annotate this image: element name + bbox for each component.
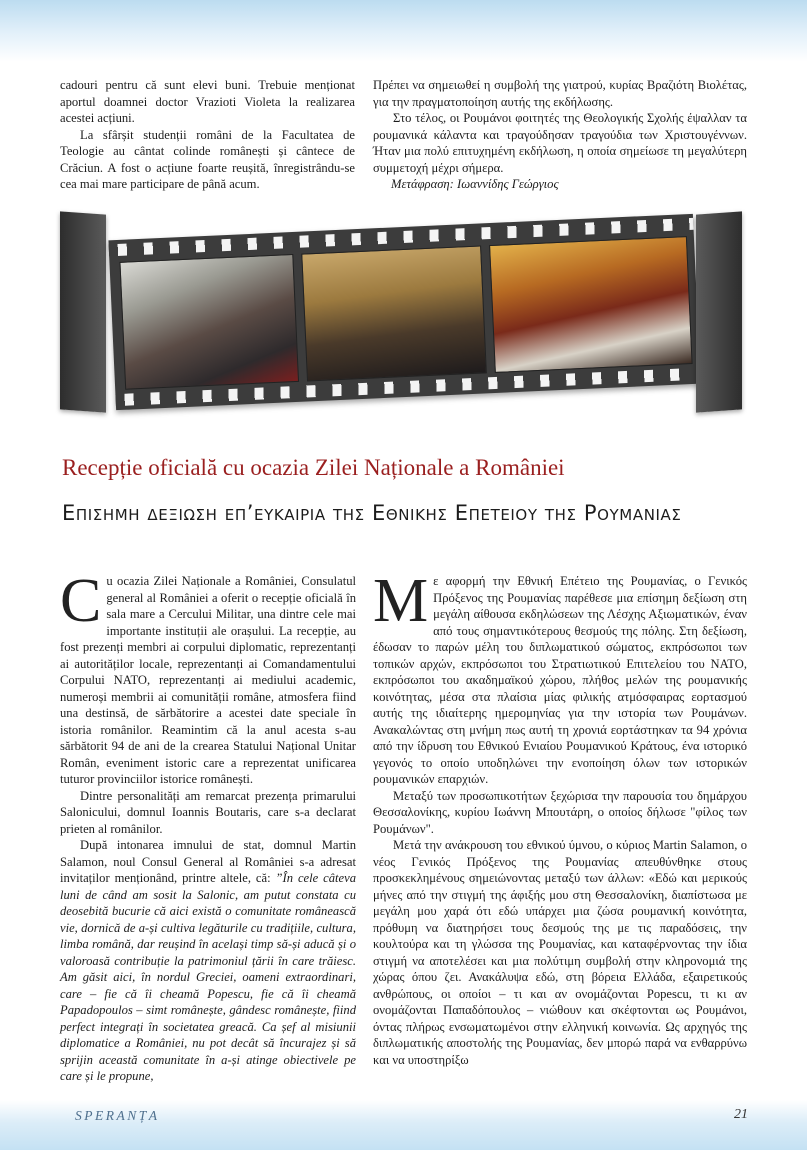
paragraph: Μεταξύ των προσωπικοτήτων ξεχώρισα την παρουσία του δημάρχου Θεσσαλονίκης, κυρίου Ιωάννη Μπουτάρη, ο οποίος δήλωσε "φίλος των Ρουμάνων".: [373, 788, 747, 836]
drop-cap: C: [60, 567, 102, 635]
paragraph-text: u ocazia Zilei Naționale a României, Consulatul general al României a oferit o recepție oficială în sala mare a Cercului Militar, una dintre cele mai importante instituții ale orașului. La recepție, au fost prezenți membri ai corpului diplomatic, reprezentanți ai autorităților locale, reprezentanți ai Comandamentului Corpului NATO, reprezentanți ai mediului academic, numeroși membrii ai comunității române, atmosfera fiind una destinsă, de sărbătorire a acestei date speciale în istoria românilor. Reamintim că la anul acesta s-au sărbătorit 94 de ani de la crearea Statului Național Unitar Român, eveniment istoric care a reprezentat unificarea tuturor provinciilor istorice românești.: [60, 574, 356, 786]
translator-credit: Μετάφραση: Ιωαννίδης Γεώργιος: [391, 177, 559, 191]
paragraph: [373, 567, 747, 788]
photo-church-carol-event: [301, 245, 487, 381]
film-strip: [108, 214, 700, 410]
photo-children-gift-event: [119, 254, 299, 390]
film-strip-right-curl: [696, 211, 742, 412]
drop-cap: Μ: [373, 567, 429, 635]
top-right-column: [373, 77, 747, 193]
paragraph: [60, 837, 356, 1085]
headline-greek: Επισημη δεξιωση επ’ευκαιρια της Εθνικης Επετειου της Ρουμανιας: [62, 501, 682, 525]
page-number: 21: [734, 1107, 748, 1122]
paragraph: La sfârșit studenții români de la Facultatea de Teologie au cântat colinde românești și cântece de Crăciun. A fost o acțiune foarte reușită, înregistrându-se cea mai mare participare de până acum.: [60, 127, 355, 191]
paragraph: Πρέπει να σημειωθεί η συμβολή της γιατρού, κυρίας Βραζιότη Βιολέτας, για την πραγματοποίηση αυτής της εκδήλωσης.: [373, 78, 747, 109]
paragraph: [60, 567, 356, 788]
paragraph: Μετά την ανάκρουση του εθνικού ύμνου, ο κύριος Martin Salamon, ο νέος Γενικός Πρόξενος της Ρουμανίας απευθύνθηκε στους προσκεκλημένους σημειώνοντας μεταξύ των άλλων: «Εδώ και μερικούς μήνες από την στιγμή της άφιξής μου στη Θεσσαλονίκη, διαπίστωσα με μεγάλη μου χαρά ότι εδώ υπάρχει μια ζώσα ρουμανική κοινότητα, πρόθυμη να διατηρήσει τους δεσμούς της με τις παραδόσεις, την κουλτούρα και τη γλώσσα της Ρουμανίας, και καταφέρνοντας την ίδια στιγμή να αποτελέσει και μια πολύτιμη συμβολή στην κληρονομιά της χώρας όπου ζει. Ανακάλυψα εδώ, στη βόρεια Ελλάδα, εξαιρετικούς ανθρώπους, οι οποίοι – τι και αν ονομάζονται Popescu, τι κι αν ονομάζονται Παπαδόπουλος – νιώθουν και σκέφτονται ως Ρουμάνοι, όντας πλήρως ενσωματωμένοι στην ελληνική κοινωνία. Ως αρχηγός της διπλωματικής αποστολής της Ρουμανίας, δεν μπορώ παρά να ενθαρρύνω και να υποστηρίξω: [373, 838, 747, 1067]
film-strip-left-curl: [60, 211, 106, 412]
headline-romanian: Recepție oficială cu ocazia Zilei Naționale a României: [62, 455, 565, 480]
film-strip-photo-collage: [60, 213, 742, 413]
article-greek-column: [373, 567, 747, 1068]
top-left-column: [60, 77, 355, 193]
magazine-name: SPERANȚA: [75, 1108, 160, 1123]
paragraph: Dintre personalități am remarcat prezența primarului Salonicului, domnul Ioannis Boutaris, care s-a declarat prieten al românilor.: [60, 788, 356, 836]
quote-text: ”În cele câteva luni de când am sosit la Salonic, am putut constata cu deosebită bucurie că aici există o comunitate românească vie, dornică de a-și cultiva legăturile cu tradițiile, cultura, limba română, dar reușind în același timp să-și aducă și o valoroasă contribuție la patrimoniul țării în care trăiesc. Am găsit aici, în nordul Greciei, oameni extraordinari, care – fie că îi cheamă Popescu, fie că îi cheamă Papadopoulos – simt românește, gândesc românește, fiind perfect integrați în societatea greacă. Ca șef al misiunii diplomatice a României, nu pot decât să încurajez și să sprijin această comunitate în a-și atinge obiectivele pe care și le propune,: [60, 871, 356, 1083]
photo-reception-hall: [489, 236, 693, 373]
paragraph-text: ε αφορμή την Εθνική Επέτειο της Ρουμανίας, ο Γενικός Πρόξενος της Ρουμανίας παρέθεσε μια επίσημη δεξίωση στη μεγάλη αίθουσα εκδηλώσεων της Λέσχης Αξιωματικών, έναν από τους σημαντικότερους θεσμούς της πόλης. Στη δεξίωση, έδωσαν το παρών μέλη του διπλωματικού σώματος, εκπρόσωποι των τοπικών αρχών, εκπρόσωποι του Στρατιωτικού Επιτελείου του NATO, εκπρόσωποι του ακαδημαϊκού χώρου, πλήθος μελών της ρουμανικής κοινότητας, μέσα στα πλαίσια μίας φιλικής ατμόσφαιρας εορτασμού αυτής της ιδιαίτερης ημερομηνίας για την ιστορία των Ρουμάνων. Ανακαλώντας στη μνήμη πως αυτή τη χρονιά εορτάστηκαν τα 94 χρόνια από την ίδρυση του Εθνικού Ενιαίου Ρουμανικού Κράτους, ένα ιστορικό γεγονός το οποίο υποδηλώνει την ενοποίηση όλων των ιστορικών ρουμανικών επαρχιών.: [373, 574, 747, 786]
paragraph-text: După intonarea imnului de stat, domnul Martin Salamon, noul Consul General al României s-a adresat invitaților menționând, printre altele, că:: [60, 838, 356, 885]
article-romanian-column: [60, 567, 356, 1085]
top-gradient-band: [0, 0, 807, 62]
paragraph: cadouri pentru că sunt elevi buni. Trebuie menționat aportul doamnei doctor Vrazioti Violeta la realizarea acestei acțiuni.: [60, 78, 355, 125]
paragraph: Στο τέλος, οι Ρουμάνοι φοιτητές της Θεολογικής Σχολής έψαλλαν τα ρουμανικά κάλαντα και τραγούδησαν τραγούδια των Χριστουγέννων. Ήταν μια πολύ επιτυχημένη εκδήλωση, η οποία σημείωσε τη μεγαλύτερη συμμετοχή μέχρι σήμερα.: [373, 111, 747, 175]
